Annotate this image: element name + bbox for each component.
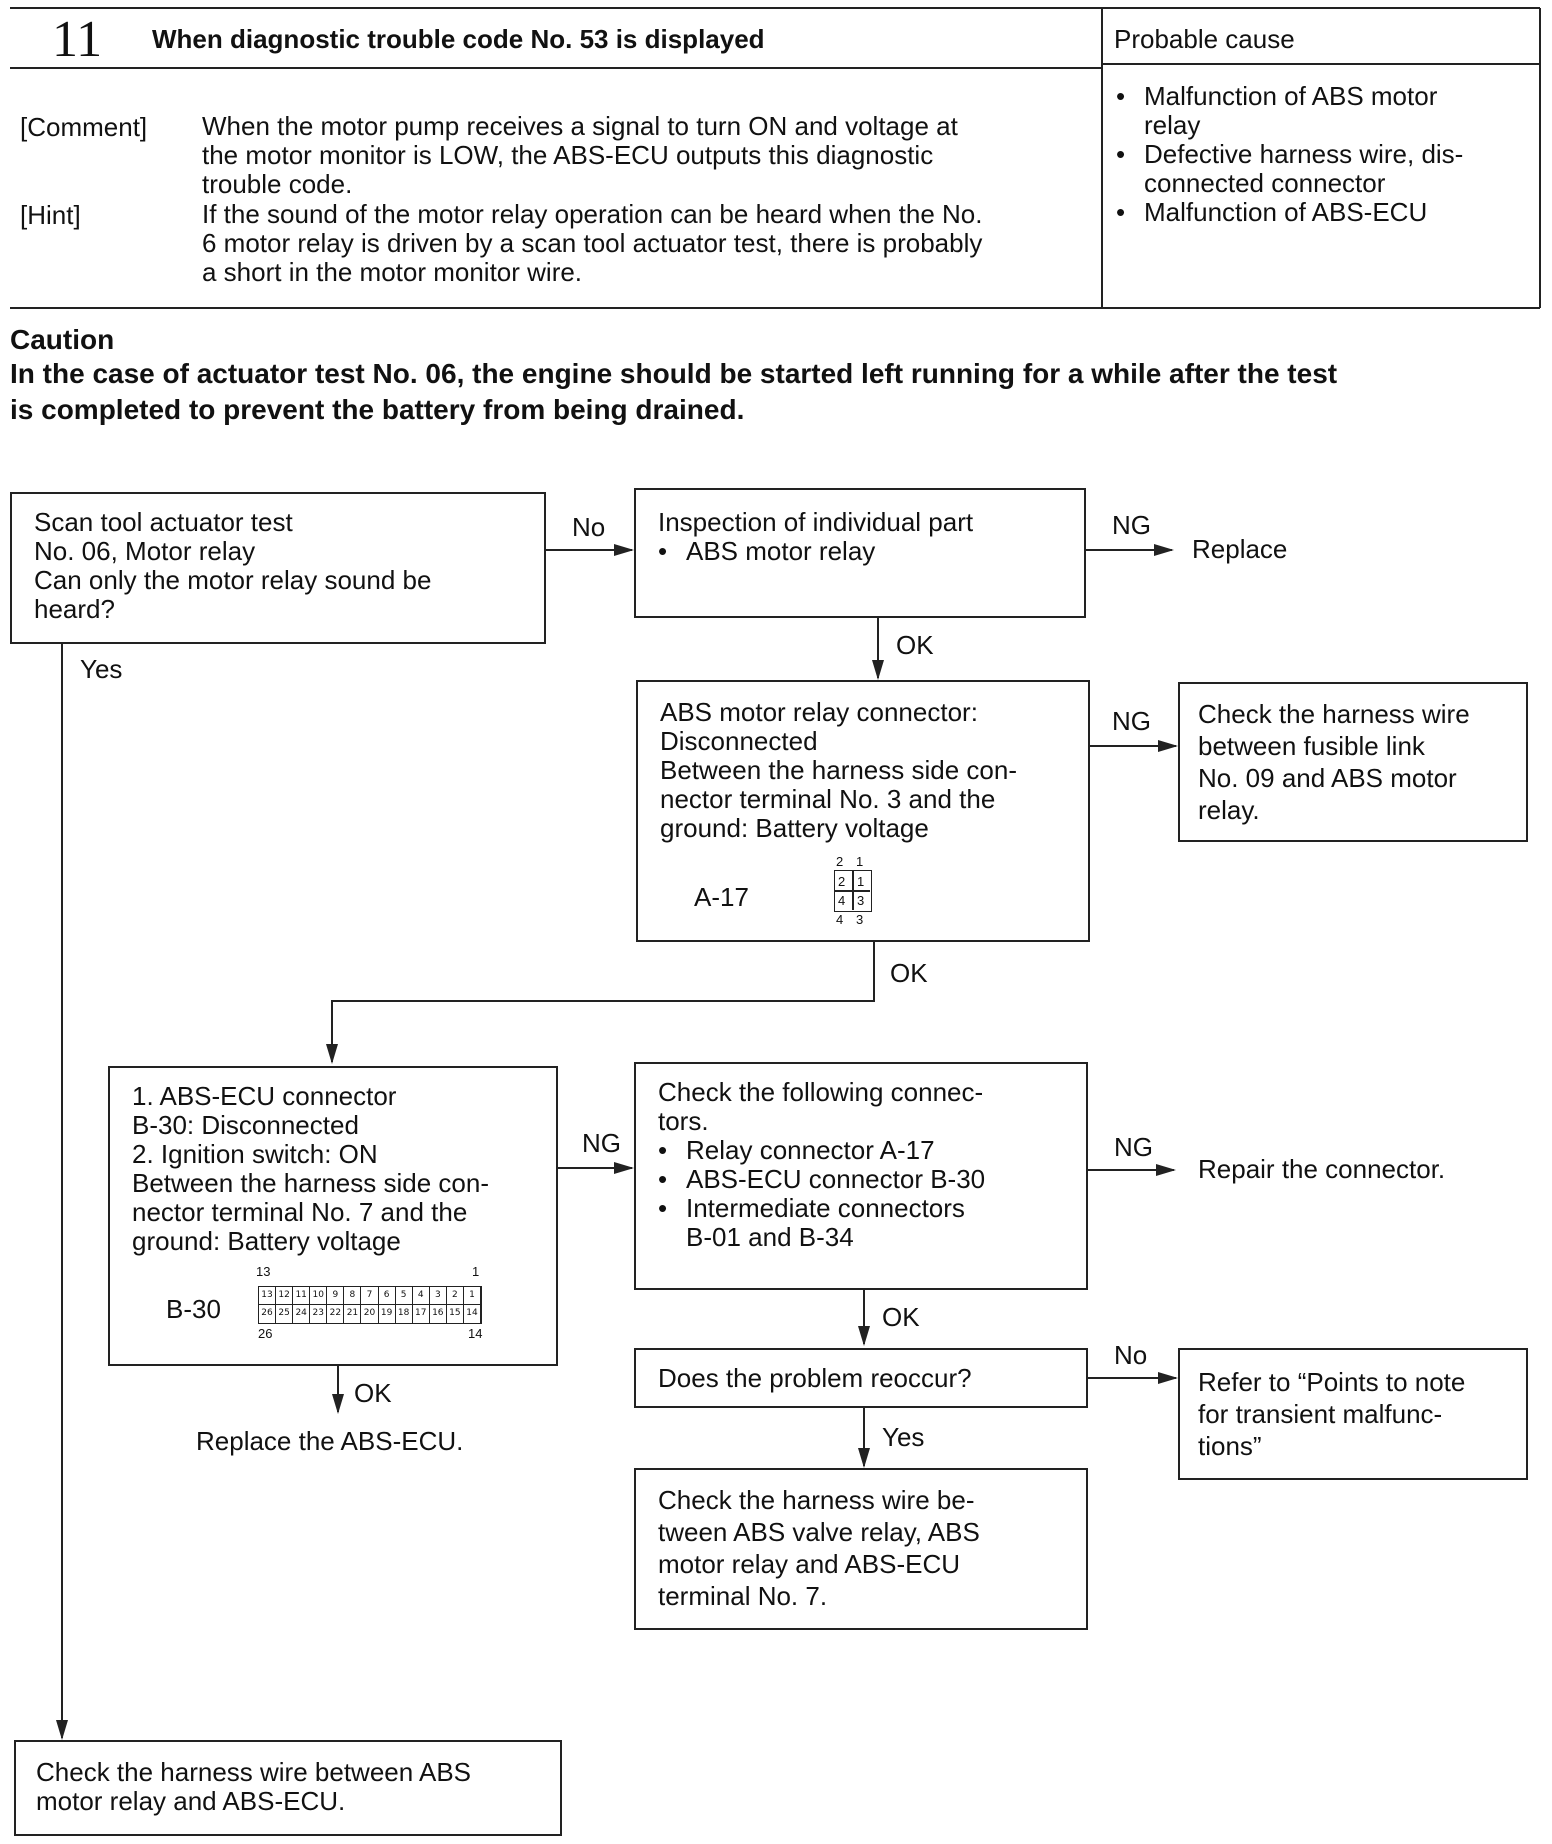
reoccur-text: Does the problem reoccur?: [658, 1363, 972, 1393]
ecu-pin: 2: [447, 1287, 464, 1305]
label-yes-1: Yes: [80, 654, 123, 684]
valve-relay-check-text: Check the harness wire be- tween ABS valve relay, ABS motor relay and ABS-ECU terminal No. 7.: [658, 1485, 980, 1611]
comment-text: When the motor pump receives a signal to turn ON and voltage at the motor monitor is LOW, the ABS-ECU outputs this diagnostic trouble code.: [202, 111, 958, 199]
arrow-ok-2: [332, 942, 874, 1062]
scan-tool-test-text: Scan tool actuator test No. 06, Motor relay Can only the motor relay sound be heard?: [34, 507, 432, 624]
label-ok-1: OK: [896, 630, 934, 660]
label-ok-4: OK: [882, 1302, 920, 1332]
cause-item: • Defective harness wire, dis- connected connector: [1110, 140, 1530, 198]
ecu-pin: 23: [310, 1305, 327, 1323]
label-ng-2: NG: [1112, 706, 1151, 736]
ecu-pin: 24: [293, 1305, 310, 1323]
transient-malfunction-text: Refer to “Points to note for transient malfunc- tions”: [1198, 1367, 1466, 1461]
hint-label: [Hint]: [20, 200, 81, 230]
label-ng-1: NG: [1112, 510, 1151, 540]
check-connectors-box: [634, 1062, 1088, 1290]
ecu-pin: 16: [430, 1305, 447, 1323]
check-connectors-title: Check the following connec- tors.: [658, 1077, 984, 1136]
ecu-pin: 18: [396, 1305, 413, 1323]
relay-connector-text: ABS motor relay connector: Disconnected Between the harness side con- nector terminal No. 3 and the ground: Battery voltage: [660, 697, 1017, 843]
label-ok-3: OK: [354, 1378, 392, 1408]
label-no-1: No: [572, 512, 606, 542]
ecu-pin: 26: [259, 1305, 276, 1323]
ecu-pin: 3: [430, 1287, 447, 1305]
relay-connector-diagram: 2 1 2 1 4 3 4 3: [834, 854, 874, 928]
connector-item: • Relay connector A-17: [652, 1136, 1086, 1165]
ecu-pin: 8: [344, 1287, 361, 1305]
ecu-pin: 4: [413, 1287, 430, 1305]
fusible-link-check-box: [1178, 682, 1528, 842]
ecu-pin: 12: [276, 1287, 293, 1305]
ecu-connector-diagram: 13 1 13 12 11 10 9 8 7 6 5 4 3 2 1 26 25 24 23 22 21 20 19 18 17 16 15 14 26 14: [256, 1264, 483, 1341]
probable-cause-list: [1110, 82, 1530, 227]
ecu-pin: 20: [361, 1305, 378, 1323]
comment-label: [Comment]: [20, 112, 148, 142]
connector-item: • ABS-ECU connector B-30: [652, 1165, 1086, 1194]
connector-item: • Intermediate connectors B-01 and B-34: [652, 1194, 1086, 1252]
caution-title: Caution: [10, 324, 115, 355]
scan-tool-test-box: [10, 492, 546, 644]
label-yes-2: Yes: [882, 1422, 925, 1452]
inspection-box: [634, 488, 1086, 618]
probable-cause-heading: Probable cause: [1114, 24, 1295, 54]
final-harness-check-box: [14, 1740, 562, 1836]
label-ng-3: NG: [582, 1128, 621, 1158]
section-title: When diagnostic trouble code No. 53 is displayed: [152, 24, 765, 54]
ecu-pin: 9: [327, 1287, 344, 1305]
relay-connector-box: [636, 680, 1090, 942]
ecu-pin: 17: [413, 1305, 430, 1323]
valve-relay-check-box: [634, 1468, 1088, 1630]
ecu-pin: 14: [464, 1305, 481, 1323]
ecu-pin: 6: [379, 1287, 396, 1305]
ecu-pin: 11: [293, 1287, 310, 1305]
replace-text: Replace: [1192, 534, 1288, 564]
ecu-pin: 13: [259, 1287, 276, 1305]
inspection-item: • ABS motor relay: [652, 537, 1084, 566]
ecu-connector-box: [108, 1066, 558, 1366]
ecu-pin: 1: [464, 1287, 481, 1305]
section-number: 11: [52, 11, 103, 68]
ecu-pin: 19: [379, 1305, 396, 1323]
ecu-pin: 22: [327, 1305, 344, 1323]
label-ng-4: NG: [1114, 1132, 1153, 1162]
ecu-pin: 15: [447, 1305, 464, 1323]
repair-connector-text: Repair the connector.: [1198, 1154, 1446, 1184]
final-harness-check-text: Check the harness wire between ABS motor relay and ABS-ECU.: [36, 1757, 472, 1816]
ecu-connector-text: 1. ABS-ECU connector B-30: Disconnected 2. Ignition switch: ON Between the harness side con- nector terminal No. 7 and the ground: Battery voltage: [132, 1081, 489, 1256]
inspection-title: Inspection of individual part: [658, 507, 974, 537]
cause-item: • Malfunction of ABS-ECU: [1110, 198, 1530, 227]
replace-ecu-text: Replace the ABS-ECU.: [196, 1426, 464, 1456]
caution-text: In the case of actuator test No. 06, the engine should be started left running for a while after the test is completed to prevent the battery from being drained.: [10, 358, 1338, 425]
ecu-pin: 5: [396, 1287, 413, 1305]
reoccur-box: [634, 1348, 1088, 1408]
ecu-pin: 25: [276, 1305, 293, 1323]
hint-text: If the sound of the motor relay operation can be heard when the No. 6 motor relay is driven by a scan tool actuator test, there is probably a short in the motor monitor wire.: [202, 199, 983, 287]
label-no-2: No: [1114, 1340, 1148, 1370]
ecu-pin: 10: [310, 1287, 327, 1305]
label-ok-2: OK: [890, 958, 928, 988]
ecu-pin: 21: [344, 1305, 361, 1323]
relay-connector-label: A-17: [694, 882, 749, 912]
ecu-connector-label: B-30: [166, 1294, 221, 1324]
cause-item: • Malfunction of ABS motor relay: [1110, 82, 1530, 140]
fusible-link-check-text: Check the harness wire between fusible link No. 09 and ABS motor relay.: [1198, 699, 1470, 825]
transient-malfunction-box: [1178, 1348, 1528, 1480]
ecu-pin: 7: [361, 1287, 378, 1305]
